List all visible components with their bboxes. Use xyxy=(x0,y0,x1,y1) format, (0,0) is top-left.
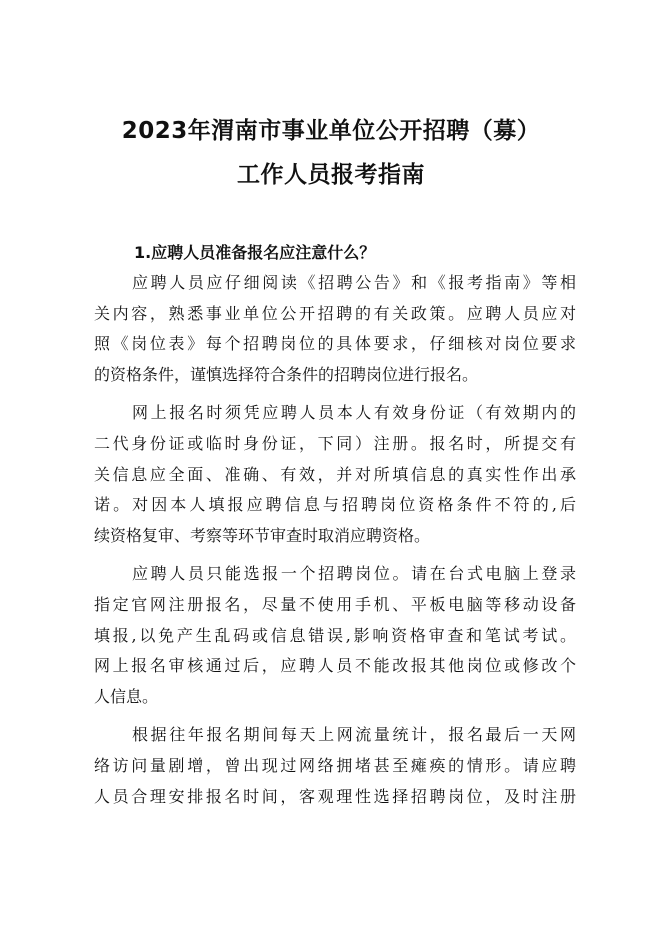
document-title-line-1: 2023年渭南市事业单位公开招聘（募） xyxy=(121,118,541,144)
paragraph-line: 二代身份证或临时身份证，下同）注册。报名时，所提交有 xyxy=(94,433,576,453)
paragraph-line: 诺。对因本人填报应聘信息与招聘岗位资格条件不符的,后 xyxy=(94,495,576,515)
paragraph-line: 人信息。 xyxy=(94,686,159,706)
paragraph-line: 照《岗位表》每个招聘岗位的具体要求，仔细核对岗位要求 xyxy=(94,334,576,354)
paragraph-line: 应聘人员应仔细阅读《招聘公告》和《报考指南》等相 xyxy=(132,273,576,292)
paragraph-1 xyxy=(94,268,576,390)
paragraph-line: 络访问量剧增，曾出现过网络拥堵甚至瘫痪的情形。请应聘 xyxy=(94,755,576,775)
paragraph-line: 人员合理安排报名时间，客观理性选择招聘岗位，及时注册 xyxy=(94,786,576,806)
paragraph-4 xyxy=(94,720,576,812)
paragraph-line: 续资格复审、考察等环节审查时取消应聘资格。 xyxy=(94,525,431,545)
paragraph-line: 根据往年报名期间每天上网流量统计，报名最后一天网 xyxy=(132,725,576,745)
paragraph-line: 应聘人员只能选报一个招聘岗位。请在台式电脑上登录 xyxy=(132,564,576,584)
document-body xyxy=(94,238,576,812)
document-title-line-2: 工作人员报考指南 xyxy=(237,162,425,188)
paragraph-line: 填报,以免产生乱码或信息错误,影响资格审查和笔试考试。 xyxy=(94,625,576,645)
paragraph-line: 指定官网注册报名，尽量不使用手机、平板电脑等移动设备 xyxy=(94,594,576,614)
paragraph-line: 关内容，熟悉事业单位公开招聘的有关政策。应聘人员应对 xyxy=(94,303,576,323)
paragraph-line: 网上报名时须凭应聘人员本人有效身份证（有效期内的 xyxy=(132,403,576,423)
paragraph-3 xyxy=(94,559,576,712)
section-heading: 1.应聘人员准备报名应注意什么？ xyxy=(134,243,376,262)
paragraph-2 xyxy=(94,398,576,551)
paragraph-line: 的资格条件，谨慎选择符合条件的招聘岗位进行报名。 xyxy=(94,364,479,384)
paragraph-line: 网上报名审核通过后，应聘人员不能改报其他岗位或修改个 xyxy=(94,656,576,676)
paragraph-line: 关信息应全面、准确、有效，并对所填信息的真实性作出承 xyxy=(94,464,576,484)
